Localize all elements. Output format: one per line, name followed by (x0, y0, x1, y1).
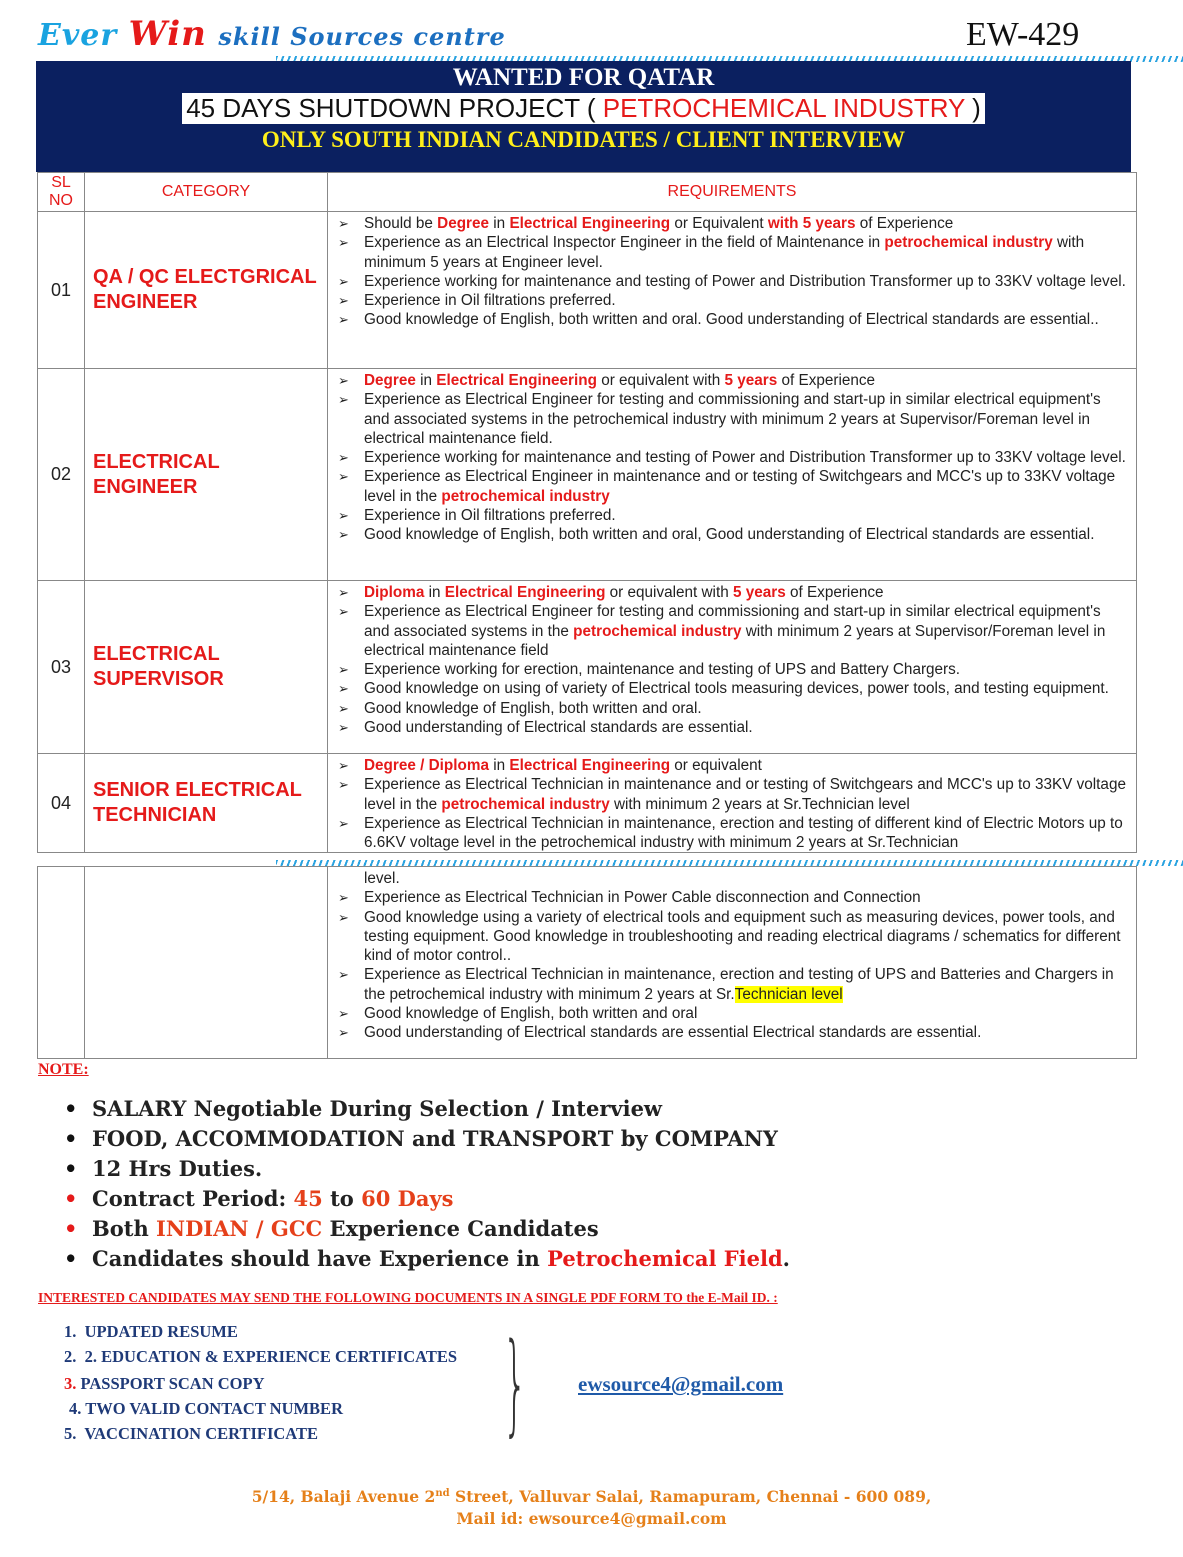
requirement-item (338, 660, 1130, 679)
job-category: SENIOR ELECTRICAL TECHNICIAN (85, 754, 328, 853)
sl-number: 02 (38, 369, 85, 581)
address-sup: nd (435, 1488, 450, 1499)
requirement-item (338, 1004, 1130, 1023)
logo-tagline: skill Sources centre (218, 22, 506, 51)
requirement-highlight: Diploma (364, 584, 425, 601)
requirement-item (338, 756, 1130, 775)
requirement-highlight: Degree (437, 215, 490, 232)
requirement-text: or equivalent (670, 757, 762, 774)
doc-text: UPDATED RESUME (84, 1322, 238, 1341)
note-highlight: 45 (293, 1186, 323, 1211)
banner-title: WANTED FOR QATAR (452, 64, 715, 91)
requirement-text: in (489, 215, 510, 232)
doc-number: 5. (64, 1424, 77, 1443)
requirement-highlight: Electrical Engineering (444, 584, 606, 601)
requirement-item (338, 583, 1130, 602)
doc-text: 2. EDUCATION & EXPERIENCE CERTIFICATES (84, 1347, 458, 1366)
requirement-list (338, 756, 1130, 852)
requirement-item (338, 310, 1130, 329)
requirements-table (37, 172, 1137, 853)
requirement-highlight: petrochemical industry (573, 622, 742, 640)
requirement-text: Experience working for maintenance and testing of Power and Distribution Transformer up to 33KV voltage level. (364, 449, 1126, 467)
requirement-list (338, 214, 1130, 330)
requirement-text: Should be (364, 215, 438, 232)
table-header-row (38, 173, 1137, 212)
project-text: 45 DAYS SHUTDOWN PROJECT ( (186, 93, 596, 123)
doc-text: 4. TWO VALID CONTACT NUMBER (69, 1399, 343, 1418)
industry-text: PETROCHEMICAL INDUSTRY (602, 93, 965, 123)
job-code: EW-429 (966, 16, 1080, 53)
logo-win: Win (128, 14, 207, 54)
doc-text: PASSPORT SCAN COPY (80, 1374, 265, 1393)
note-text: SALARY Negotiable During Selection / Interview (92, 1096, 663, 1121)
requirement-text: Good knowledge on using of variety of Electrical tools measuring devices, power tools, and testing equipment. (364, 680, 1109, 698)
note-item (64, 1216, 790, 1246)
requirement-item (338, 699, 1130, 718)
requirement-text: or equivalent with (596, 372, 725, 389)
table-row (38, 754, 1137, 853)
requirement-highlight: Degree (364, 372, 416, 389)
requirement-text: Experience working for maintenance and testing of Power and Distribution Transformer up to 33KV voltage level. (364, 272, 1126, 290)
requirement-text: Experience as Electrical Technician in maintenance and or testing of Switchgears and MCC's up to 33KV voltage level in the (364, 776, 1126, 813)
requirement-text: Experience in Oil filtrations preferred. (364, 292, 616, 310)
requirement-text: Experience as Electrical Engineer in maintenance and or testing of Switchgears and MCC's up to 33KV voltage level in the (364, 468, 1116, 505)
requirement-highlight: 5 years (732, 584, 786, 601)
requirement-text: of Experience (855, 215, 954, 232)
note-text: Contract Period: (92, 1186, 294, 1211)
requirement-text: Experience as Electrical Technician in maintenance, erection and testing of UPS and Batteries and Chargers in the petrochemical industry with minimum 2 years at Sr. (364, 966, 1114, 1003)
table-row (38, 369, 1137, 581)
requirement-item (338, 448, 1130, 467)
requirement-highlight: Electrical Engineering (509, 215, 671, 232)
requirement-item (338, 525, 1130, 544)
note-heading: NOTE: (38, 1061, 89, 1078)
requirements-table-continued (37, 866, 1137, 1059)
requirement-text: Good knowledge of English, both written and oral. (364, 699, 702, 717)
document-item (64, 1374, 457, 1399)
footer-mail: Mail id: ewsource4@gmail.com (456, 1509, 727, 1529)
category-cell (85, 867, 328, 1059)
requirement-item (338, 291, 1130, 310)
document-list (64, 1322, 457, 1449)
header-sl: SL NO (38, 173, 85, 212)
requirement-item (338, 506, 1130, 525)
requirement-list (338, 583, 1130, 737)
note-highlight: Petrochemical Field (547, 1246, 783, 1271)
header-requirements: REQUIREMENTS (328, 173, 1137, 212)
requirement-text: or equivalent with (605, 584, 733, 601)
requirement-item (338, 679, 1130, 698)
title-banner (36, 61, 1131, 172)
doc-number: 2. (64, 1347, 77, 1366)
note-text: 12 Hrs Duties. (92, 1156, 263, 1181)
requirement-continuation: level. (364, 870, 400, 887)
requirement-text: with minimum 2 years at Sr.Technician level (609, 795, 910, 813)
banner-project (182, 93, 985, 124)
job-category: ELECTRICAL SUPERVISOR (85, 581, 328, 754)
requirement-highlight: petrochemical industry (441, 795, 610, 813)
document-item (64, 1347, 457, 1372)
requirement-text: in (488, 757, 510, 774)
note-text: Experience Candidates (322, 1216, 599, 1241)
company-logo (38, 14, 506, 54)
note-text: Candidates should have Experience in (92, 1246, 548, 1271)
job-category: ELECTRICAL ENGINEER (85, 369, 328, 581)
requirement-item (338, 214, 1130, 233)
paren: ) (972, 93, 981, 123)
logo-ever: Ever (38, 18, 118, 53)
note-highlight: 60 Days (361, 1186, 454, 1211)
requirement-item (338, 718, 1130, 737)
requirement-item (338, 272, 1130, 291)
note-text: FOOD, ACCOMMODATION and TRANSPORT by COMPANY (92, 1126, 778, 1151)
note-item (64, 1156, 790, 1186)
sl-number: 03 (38, 581, 85, 754)
document-item (64, 1322, 457, 1347)
note-item (64, 1126, 790, 1156)
requirement-text: Good knowledge of English, both written and oral (364, 1005, 698, 1023)
requirement-item (338, 1023, 1130, 1042)
requirement-text: Experience as Electrical Engineer for testing and commissioning and start-up in similar electrical equipment's and associated systems in the petrochemical industry with minimum 2 years at Supervisor/Foreman level in electrical maintenance field. (364, 391, 1101, 447)
banner-subtitle: ONLY SOUTH INDIAN CANDIDATES / CLIENT INTERVIEW (261, 127, 906, 152)
requirement-item (338, 908, 1130, 966)
requirements-cell (328, 369, 1137, 581)
requirement-highlight: 5 years (724, 372, 778, 389)
note-item (64, 1186, 790, 1216)
note-text: to (322, 1186, 362, 1211)
address (0, 1483, 1183, 1508)
table-row (38, 581, 1137, 754)
sl-number: 04 (38, 754, 85, 853)
requirement-text: of Experience (785, 584, 884, 601)
table-row (38, 212, 1137, 369)
requirement-item (338, 888, 1130, 907)
requirement-list (338, 371, 1130, 545)
note-highlight: INDIAN / GCC (156, 1216, 323, 1241)
sl-number: 01 (38, 212, 85, 369)
requirement-text: with minimum 2 years at Supervisor/Foreman level in electrical maintenance field (364, 622, 1106, 659)
note-text: Both (92, 1216, 157, 1241)
requirement-text: Good knowledge using a variety of electrical tools and equipment such as measuring devices, power tools, and testing equipment. Good knowledge in troubleshooting and reading electrical diagrams / schematics for different kind of motor control.. (364, 908, 1121, 965)
requirement-text: Experience as Electrical Technician in Power Cable disconnection and Connection (364, 889, 921, 907)
requirement-highlight: Electrical Engineering (436, 372, 597, 389)
requirement-text: in (424, 584, 445, 601)
requirement-text: Experience as Electrical Technician in maintenance, erection and testing of different kind of Electric Motors up to 6.6KV voltage level in the petrochemical industry with minimum 2 years at Sr.Technician (364, 814, 1123, 852)
brace-icon: } (502, 1319, 528, 1447)
note-list (64, 1096, 790, 1276)
footer-address (0, 1483, 1183, 1530)
requirement-item (338, 814, 1130, 853)
requirements-cell (328, 867, 1137, 1059)
document-item (64, 1399, 457, 1424)
requirement-text: Good understanding of Electrical standards are essential. (364, 719, 753, 737)
note-item (64, 1096, 790, 1126)
requirement-text: Good understanding of Electrical standards are essential Electrical standards are essential. (364, 1024, 982, 1042)
requirement-text: or Equivalent (670, 215, 768, 232)
requirement-highlight: petrochemical industry (441, 487, 610, 505)
address-text: Street, Valluvar Salai, Ramapuram, Chennai - 600 089, (449, 1487, 932, 1507)
requirement-item (338, 233, 1130, 272)
doc-number: 3. (64, 1374, 77, 1393)
note-text: . (782, 1246, 790, 1271)
requirement-text: Experience in Oil filtrations preferred. (364, 507, 616, 525)
requirement-item (338, 467, 1130, 506)
sl-cell (38, 867, 85, 1059)
requirements-cell (328, 754, 1137, 853)
requirement-text: Good knowledge of English, both written and oral, Good understanding of Electrical standards are essential. (364, 526, 1095, 544)
requirement-highlight: Degree / Diploma (364, 757, 489, 774)
requirement-text: with minimum 5 years at Engineer level. (364, 234, 1085, 271)
requirement-item (338, 965, 1130, 1004)
job-category: QA / QC ELECTGRICAL ENGINEER (85, 212, 328, 369)
document-item (64, 1424, 457, 1449)
doc-text: VACCINATION CERTIFICATE (84, 1424, 318, 1443)
requirements-cell (328, 581, 1137, 754)
requirement-highlight: petrochemical industry (884, 234, 1053, 252)
header-category: CATEGORY (85, 173, 328, 212)
requirement-text: of Experience (777, 372, 876, 389)
requirement-text: Experience as an Electrical Inspector Engineer in the field of Maintenance in (364, 234, 885, 252)
requirements-cell (328, 212, 1137, 369)
requirement-text: Experience working for erection, maintenance and testing of UPS and Battery Chargers. (364, 661, 961, 679)
requirement-highlight: with 5 years (767, 215, 856, 232)
note-item (64, 1246, 790, 1276)
requirement-item (338, 775, 1130, 814)
requirement-item (338, 390, 1130, 448)
doc-number: 1. (64, 1322, 77, 1341)
table-row (38, 867, 1137, 1059)
requirement-item (338, 602, 1130, 660)
requirement-marked: Technician level (734, 985, 843, 1003)
requirement-text: in (415, 372, 437, 389)
address-text: 5/14, Balaji Avenue 2 (251, 1487, 436, 1507)
requirement-text: Experience as Electrical Engineer for testing and commissioning and start-up in similar electrical equipment's and associated systems in the (364, 603, 1101, 640)
email-link[interactable]: ewsource4@gmail.com (578, 1372, 784, 1396)
apply-instruction: INTERESTED CANDIDATES MAY SEND THE FOLLOWING DOCUMENTS IN A SINGLE PDF FORM TO the E-Mail ID. : (38, 1290, 778, 1305)
requirement-highlight: Electrical Engineering (509, 757, 671, 774)
requirement-item (338, 371, 1130, 390)
requirement-text: Good knowledge of English, both written and oral. Good understanding of Electrical standards are essential.. (364, 311, 1099, 329)
